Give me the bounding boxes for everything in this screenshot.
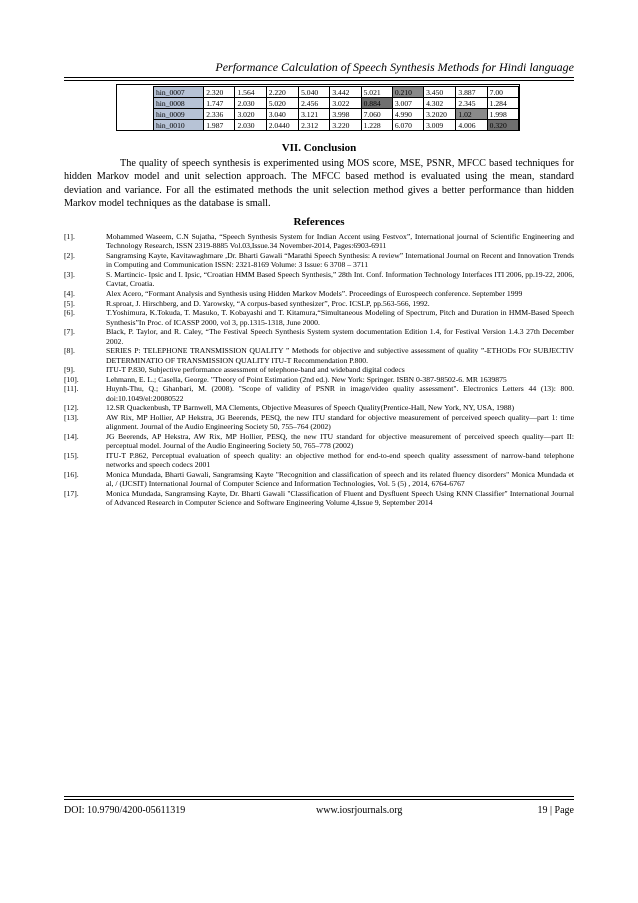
table-cell: 2.320 (204, 87, 235, 98)
reference-item (64, 327, 574, 346)
reference-item (64, 270, 574, 289)
reference-item (64, 308, 574, 327)
reference-text: Sangramsing Kayte, Kavitawaghmare ,Dr. Bharti Gawali “Marathi Speech Synthesis: A review” International Journal on Recent and Innovation Trends in Computing and Communication ISSN: 2321-8169 Volume: 3 Issue: 6 3708 – 3711 (106, 251, 574, 270)
table-cell: 1.02 (456, 109, 487, 120)
table-cell: 3.998 (330, 109, 361, 120)
table-cell: 0.884 (361, 98, 392, 109)
conclusion-paragraph: The quality of speech synthesis is experimented using MOS score, MSE, PSNR, MFCC based techniques for hidden Markov model and unit selection approach. The MFCC based method is evaluated using the mean, standard deviation and variance. For all the estimated methods the unit selection method gives a better performance than hidden Markov model techniques as the database is small. (64, 158, 574, 209)
table-row (154, 120, 519, 131)
table-cell: 3.442 (330, 87, 361, 98)
table-cell: 4.302 (424, 98, 456, 109)
reference-text: T.Yoshimura, K.Tokuda, T. Masuko, T. Kobayashi and T. Kitamura,“Simultaneous Modeling of Spectrum, Pitch and Duration in HMM-Based Speech Synthesis”In Proc. of ICASSP 2000, vol 3, pp.1315-1318, June 2000. (106, 308, 574, 327)
table-cell: 3.022 (330, 98, 361, 109)
reference-text: ITU-T P.830, Subjective performance assessment of telephone-band and wideband digital codecs (106, 365, 405, 375)
table-cell-name: hin_0010 (154, 120, 204, 131)
footer-doi: DOI: 10.9790/4200-05611319 (64, 805, 186, 816)
reference-number: [13]. (64, 412, 79, 422)
reference-text: Huynh-Thu, Q.; Ghanbari, M. (2008). "Scope of validity of PSNR in image/video quality assessment". Electronics Letters 44 (13): 800. doi:10.1049/el:20080522 (106, 384, 574, 403)
table-cell: 2.345 (456, 98, 487, 109)
table-row (154, 98, 519, 109)
reference-number: [17]. (64, 488, 79, 498)
reference-number: [12]. (64, 403, 79, 413)
references-list (64, 232, 574, 508)
reference-item (64, 413, 574, 432)
table-cell: 3.121 (299, 109, 330, 120)
table-cell-name: hin_0009 (154, 109, 204, 120)
table-cell: 7.00 (487, 87, 518, 98)
running-header: Performance Calculation of Speech Synthesis Methods for Hindi language (215, 60, 574, 74)
reference-item (64, 375, 574, 384)
table-cell: 4.006 (456, 120, 487, 131)
reference-item (64, 451, 574, 470)
reference-item (64, 299, 574, 308)
reference-number: [4]. (64, 289, 75, 298)
footer-rule (64, 796, 574, 797)
reference-item (64, 232, 574, 251)
reference-item (64, 251, 574, 270)
table-cell: 1.564 (235, 87, 266, 98)
table-cell: 6.070 (392, 120, 423, 131)
conclusion-heading: VII. Conclusion (281, 142, 357, 154)
reference-text: Monica Mundada, Sangramsing Kayte, Dr. Bharti Gawali "Classification of Fluent and Dysfluent Speech Using KNN Classifier" International Journal of Advanced Research in Computer Science and Software Engineering Volume 4,Issue 9, September 2014 (106, 488, 574, 508)
table-cell: 3.450 (424, 87, 456, 98)
table-cell: 0.210 (392, 87, 423, 98)
table-cell: 2.456 (299, 98, 330, 109)
table-cell: 2.0440 (266, 120, 298, 131)
table-cell: 7.060 (361, 109, 392, 120)
table-cell: 1.987 (204, 120, 235, 131)
reference-item (64, 489, 574, 508)
table-cell-name: hin_0007 (154, 87, 204, 98)
table-cell: 5.021 (361, 87, 392, 98)
reference-number: [14]. (64, 431, 79, 441)
table-cell: 5.040 (299, 87, 330, 98)
reference-item (64, 470, 574, 489)
table-cell: 3.007 (392, 98, 423, 109)
footer-page-number: 19 | Page (537, 805, 574, 816)
reference-number: [2]. (64, 251, 75, 260)
page-footer (64, 804, 574, 818)
table-cell: 2.312 (299, 120, 330, 131)
table-cell: 2.030 (235, 120, 266, 131)
table-cell: 2.336 (204, 109, 235, 120)
reference-number: [5]. (64, 298, 75, 308)
reference-number: [15]. (64, 450, 79, 460)
reference-text: R.sproat, J. Hirschberg, and D. Yarowsky, “A corpus-based synthesizer”, Proc. ICSLP, pp.563-566, 1992. (106, 298, 430, 308)
table-cell: 3.020 (235, 109, 266, 120)
table-cell: 1.284 (487, 98, 518, 109)
reference-number: [6]. (64, 308, 75, 318)
reference-text: AW Rix, MP Hollier, AP Hekstra, JG Beerends, PESQ, the new ITU standard for objective measurement of perceived speech quality—part 1: time alignment. Journal of the Audio Engineering Society 50, 755–764 (2002) (106, 412, 574, 432)
reference-text: ITU-T P.862, Perceptual evaluation of speech quality: an objective method for end-to-end speech quality assessment of narrow-band telephone networks and speech codecs 2001 (106, 450, 574, 470)
footer-website-link[interactable]: www.iosrjournals.org (316, 805, 403, 816)
table-cell: 3.2020 (424, 109, 456, 120)
results-table (153, 86, 519, 131)
reference-number: [10]. (64, 374, 79, 384)
reference-number: [7]. (64, 327, 75, 337)
reference-item (64, 365, 574, 374)
reference-item (64, 403, 574, 412)
table-cell: 1.228 (361, 120, 392, 131)
references-heading: References (293, 216, 345, 228)
table-cell: 0.320 (487, 120, 518, 131)
table-cell-name: hin_0008 (154, 98, 204, 109)
header-rule (64, 77, 574, 78)
reference-item (64, 289, 574, 298)
reference-text: S. Martincic- Ipsic and I. Ipsic, “Croatian HMM Based Speech Synthesis,” 28th Int. Conf. Information Technology Interfaces ITI 2006, pp.19-22, 2006, Cavtat, Croatia. (106, 270, 574, 289)
reference-text: Alex Acero, “Formant Analysis and Synthesis using Hidden Markov Models”. Proceedings of Eurospeech conference. September 1999 (106, 289, 523, 298)
table-cell: 3.009 (424, 120, 456, 131)
table-cell: 1.998 (487, 109, 518, 120)
results-table-frame (116, 84, 520, 131)
reference-text: Lehmann, E. L.; Casella, George. "Theory of Point Estimation (2nd ed.). New York: Springer. ISBN 0-387-98502-6. MR 1639875 (106, 374, 507, 384)
reference-text: Monica Mundada, Bharti Gawali, Sangramsing Kayte "Recognition and classification of speech and its related fluency disorders" Monica Mundada et al, / (IJCSIT) International Journal of Computer Science and Information Technologies, Vol. 5 (5) , 2014, 6764-6767 (106, 469, 574, 489)
table-cell: 3.040 (266, 109, 298, 120)
table-cell: 5.020 (266, 98, 298, 109)
footer-rule-2 (64, 799, 574, 800)
reference-text: SERIES P: TELEPHONE TRANSMISSION QUALITY ” Methods for objective and subjective assessment of quality ”-ETHODs FOr SUBJECTIV DETERMINATIO OF TRANSMISSION QUALITY ITU-T Recommendation P.800. (106, 346, 574, 365)
reference-item (64, 384, 574, 403)
reference-number: [9]. (64, 365, 75, 375)
reference-text: 12.SR Quackenbush, TP Barnwell, MA Clements, Objective Measures of Speech Quality(Prentice-Hall, New York, NY, USA, 1988) (106, 403, 515, 413)
reference-text: Black, P. Taylor, and R. Caley, “The Festival Speech Synthesis System system documentation Edition 1.4, for Festival Version 1.4.3 27th December 2002. (106, 327, 574, 346)
table-cell: 2.220 (266, 87, 298, 98)
table-cell: 4.990 (392, 109, 423, 120)
table-cell: 3.220 (330, 120, 361, 131)
reference-item (64, 432, 574, 451)
reference-item (64, 346, 574, 365)
table-row (154, 109, 519, 120)
reference-number: [3]. (64, 270, 75, 279)
table-row (154, 87, 519, 98)
header-rule-2 (64, 80, 574, 81)
table-cell: 3.887 (456, 87, 487, 98)
reference-text: Mohammed Waseem, C.N Sujatha, “Speech Synthesis System for Indian Accent using Festvox”, International journal of Scientific Engineering and Technology Research, ISSN 2319-8885 Vol.03,Issue.34 November-2014, Pages:6903-6911 (106, 232, 574, 251)
reference-text: JG Beerends, AP Hekstra, AW Rix, MP Hollier, PESQ, the new ITU standard for objective measurement of perceived speech quality—part II: perceptual model. Journal of the Audio Engineering Society 50, 765–778 (2002) (106, 431, 574, 451)
table-cell: 1.747 (204, 98, 235, 109)
reference-number: [11]. (64, 384, 79, 394)
reference-number: [1]. (64, 232, 75, 241)
reference-number: [16]. (64, 469, 79, 479)
reference-number: [8]. (64, 346, 75, 356)
table-cell: 2.030 (235, 98, 266, 109)
